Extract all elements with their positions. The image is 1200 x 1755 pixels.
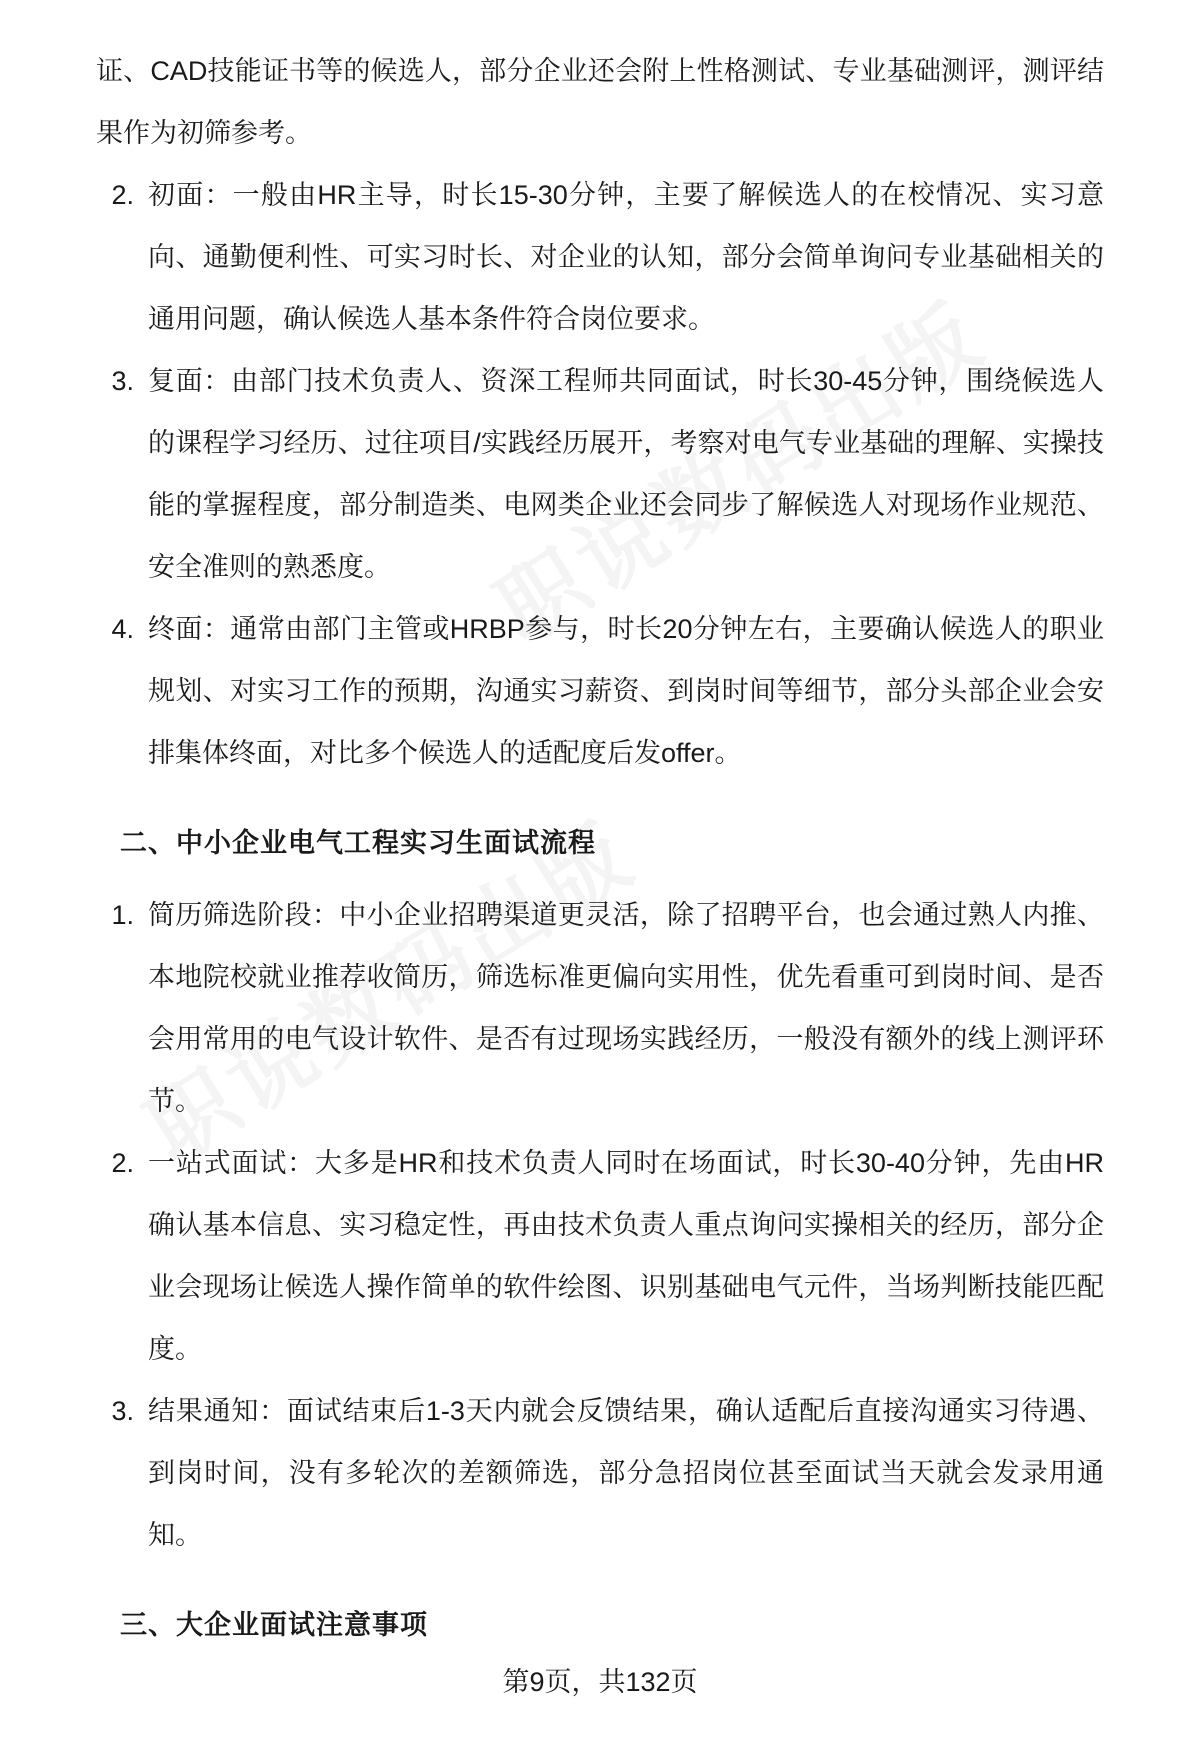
section-heading-2: 二、中小企业电气工程实习生面试流程 <box>120 828 596 858</box>
list-item-number: 4. <box>111 614 134 644</box>
list-item-text: 终面：通常由部门主管或HRBP参与，时长20分钟左右，主要确认候选人的职业规划、对实习工作的预期，沟通实习薪资、到岗时间等细节，部分头部企业会安排集体终面，对比多个候选人的适配度后发offer。 <box>148 614 1104 768</box>
ordered-list-large-company-process <box>96 164 1104 784</box>
list-item <box>96 1380 1104 1566</box>
list-item-text: 一站式面试：大多是HR和技术负责人同时在场面试，时长30-40分钟，先由HR确认基本信息、实习稳定性，再由技术负责人重点询问实操相关的经历，部分企业会现场让候选人操作简单的软件绘图、识别基础电气元件，当场判断技能匹配度。 <box>148 1148 1104 1364</box>
list-item-number: 3. <box>111 1396 134 1426</box>
list-item-text: 复面：由部门技术负责人、资深工程师共同面试，时长30-45分钟，围绕候选人的课程学习经历、过往项目/实践经历展开，考察对电气专业基础的理解、实操技能的掌握程度，部分制造类、电网类企业还会同步了解候选人对现场作业规范、安全准则的熟悉度。 <box>148 366 1104 582</box>
list-item-text: 简历筛选阶段：中小企业招聘渠道更灵活，除了招聘平台，也会通过熟人内推、本地院校就业推荐收简历，筛选标准更偏向实用性，优先看重可到岗时间、是否会用常用的电气设计软件、是否有过现场实践经历，一般没有额外的线上测评环节。 <box>148 900 1104 1116</box>
list-item <box>96 164 1104 350</box>
list-item <box>96 1132 1104 1380</box>
list-item-text: 结果通知：面试结束后1-3天内就会反馈结果，确认适配后直接沟通实习待遇、到岗时间，没有多轮次的差额筛选，部分急招岗位甚至面试当天就会发录用通知。 <box>148 1396 1104 1550</box>
list-item-number: 2. <box>111 180 134 210</box>
list-item <box>96 350 1104 598</box>
list-item-text: 初面：一般由HR主导，时长15-30分钟，主要了解候选人的在校情况、实习意向、通勤便利性、可实习时长、对企业的认知，部分会简单询问专业基础相关的通用问题，确认候选人基本条件符合岗位要求。 <box>148 180 1104 334</box>
continued-paragraph: 证、CAD技能证书等的候选人，部分企业还会附上性格测试、专业基础测评，测评结果作为初筛参考。 <box>96 56 1104 148</box>
section-heading-3: 三、大企业面试注意事项 <box>120 1610 428 1640</box>
list-item-number: 2. <box>111 1148 134 1178</box>
page-footer: 第9页，共132页 <box>502 1667 698 1697</box>
ordered-list-sme-process <box>96 884 1104 1566</box>
list-item <box>96 884 1104 1132</box>
document-body <box>96 40 1104 1656</box>
list-item <box>96 598 1104 784</box>
list-item-number: 3. <box>111 366 134 396</box>
list-item-number: 1. <box>111 900 134 930</box>
